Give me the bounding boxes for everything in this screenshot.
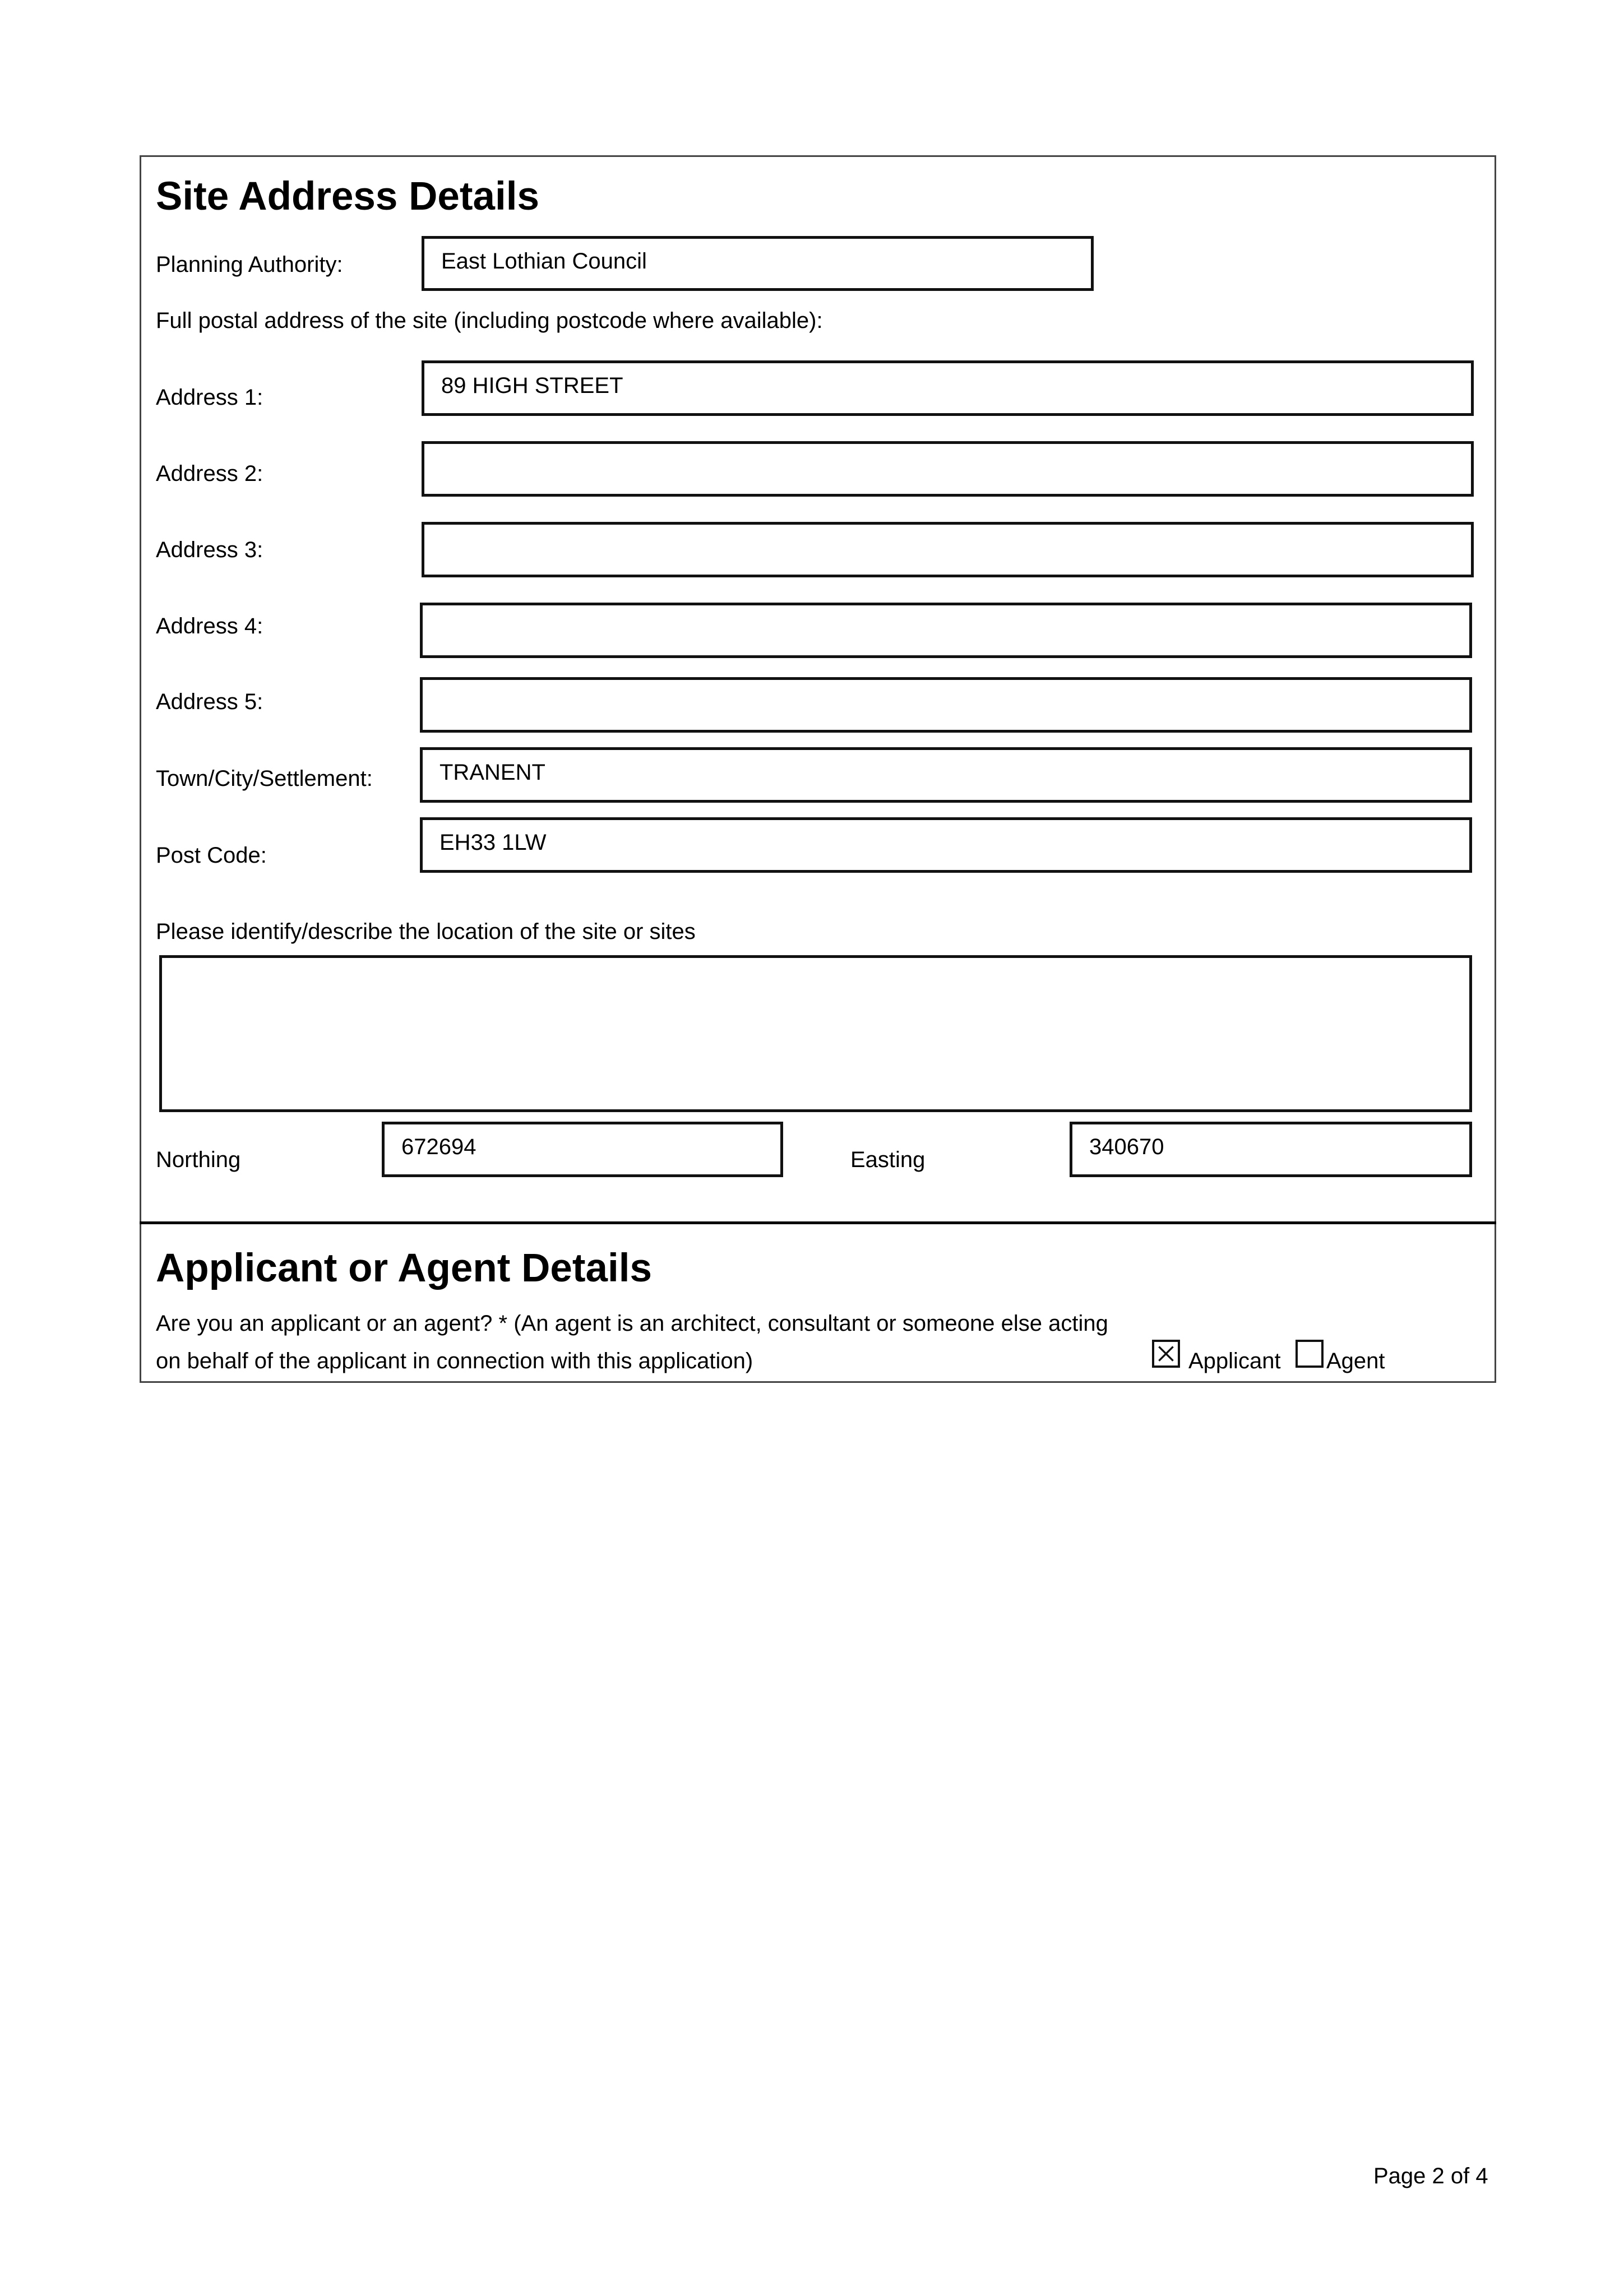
location-label: Please identify/describe the location of the site or sites <box>156 919 696 944</box>
applicant-agent-question-line2: on behalf of the applicant in connection with this application) <box>156 1349 753 1373</box>
applicant-checkbox[interactable] <box>1152 1340 1180 1368</box>
address2-field[interactable] <box>422 441 1474 497</box>
address3-field[interactable] <box>422 522 1474 577</box>
address1-value: 89 HIGH STREET <box>441 373 623 398</box>
agent-checkbox[interactable] <box>1296 1340 1324 1368</box>
checked-x-icon <box>1154 1342 1178 1365</box>
applicant-agent-question-line1: Are you an applicant or an agent? * (An agent is an architect, consultant or someone else acting <box>156 1311 1108 1336</box>
planning-authority-label: Planning Authority: <box>156 252 343 277</box>
planning-authority-value: East Lothian Council <box>441 249 647 274</box>
page-number: Page 2 of 4 <box>1373 2164 1488 2188</box>
location-textarea[interactable] <box>159 955 1472 1112</box>
town-value: TRANENT <box>439 760 545 785</box>
address4-label: Address 4: <box>156 614 263 638</box>
easting-label: Easting <box>850 1147 926 1172</box>
easting-field[interactable] <box>1070 1122 1472 1177</box>
planning-authority-field[interactable] <box>422 236 1094 291</box>
address3-label: Address 3: <box>156 538 263 562</box>
address2-label: Address 2: <box>156 461 263 486</box>
northing-value: 672694 <box>401 1135 476 1159</box>
address5-label: Address 5: <box>156 689 263 714</box>
easting-value: 340670 <box>1089 1135 1164 1159</box>
applicant-agent-heading: Applicant or Agent Details <box>156 1246 652 1290</box>
section-divider <box>140 1221 1496 1224</box>
postcode-value: EH33 1LW <box>439 830 547 855</box>
northing-field[interactable] <box>382 1122 783 1177</box>
applicant-option-label: Applicant <box>1188 1349 1281 1373</box>
agent-option-label: Agent <box>1326 1349 1385 1373</box>
postcode-field[interactable] <box>420 817 1472 873</box>
postcode-label: Post Code: <box>156 843 267 868</box>
postal-address-note: Full postal address of the site (including postcode where available): <box>156 308 823 333</box>
town-field[interactable] <box>420 747 1472 803</box>
address1-field[interactable] <box>422 360 1474 416</box>
address4-field[interactable] <box>420 603 1472 658</box>
northing-label: Northing <box>156 1147 241 1172</box>
town-label: Town/City/Settlement: <box>156 766 373 791</box>
address5-field[interactable] <box>420 677 1472 733</box>
address1-label: Address 1: <box>156 385 263 410</box>
site-address-heading: Site Address Details <box>156 174 539 219</box>
